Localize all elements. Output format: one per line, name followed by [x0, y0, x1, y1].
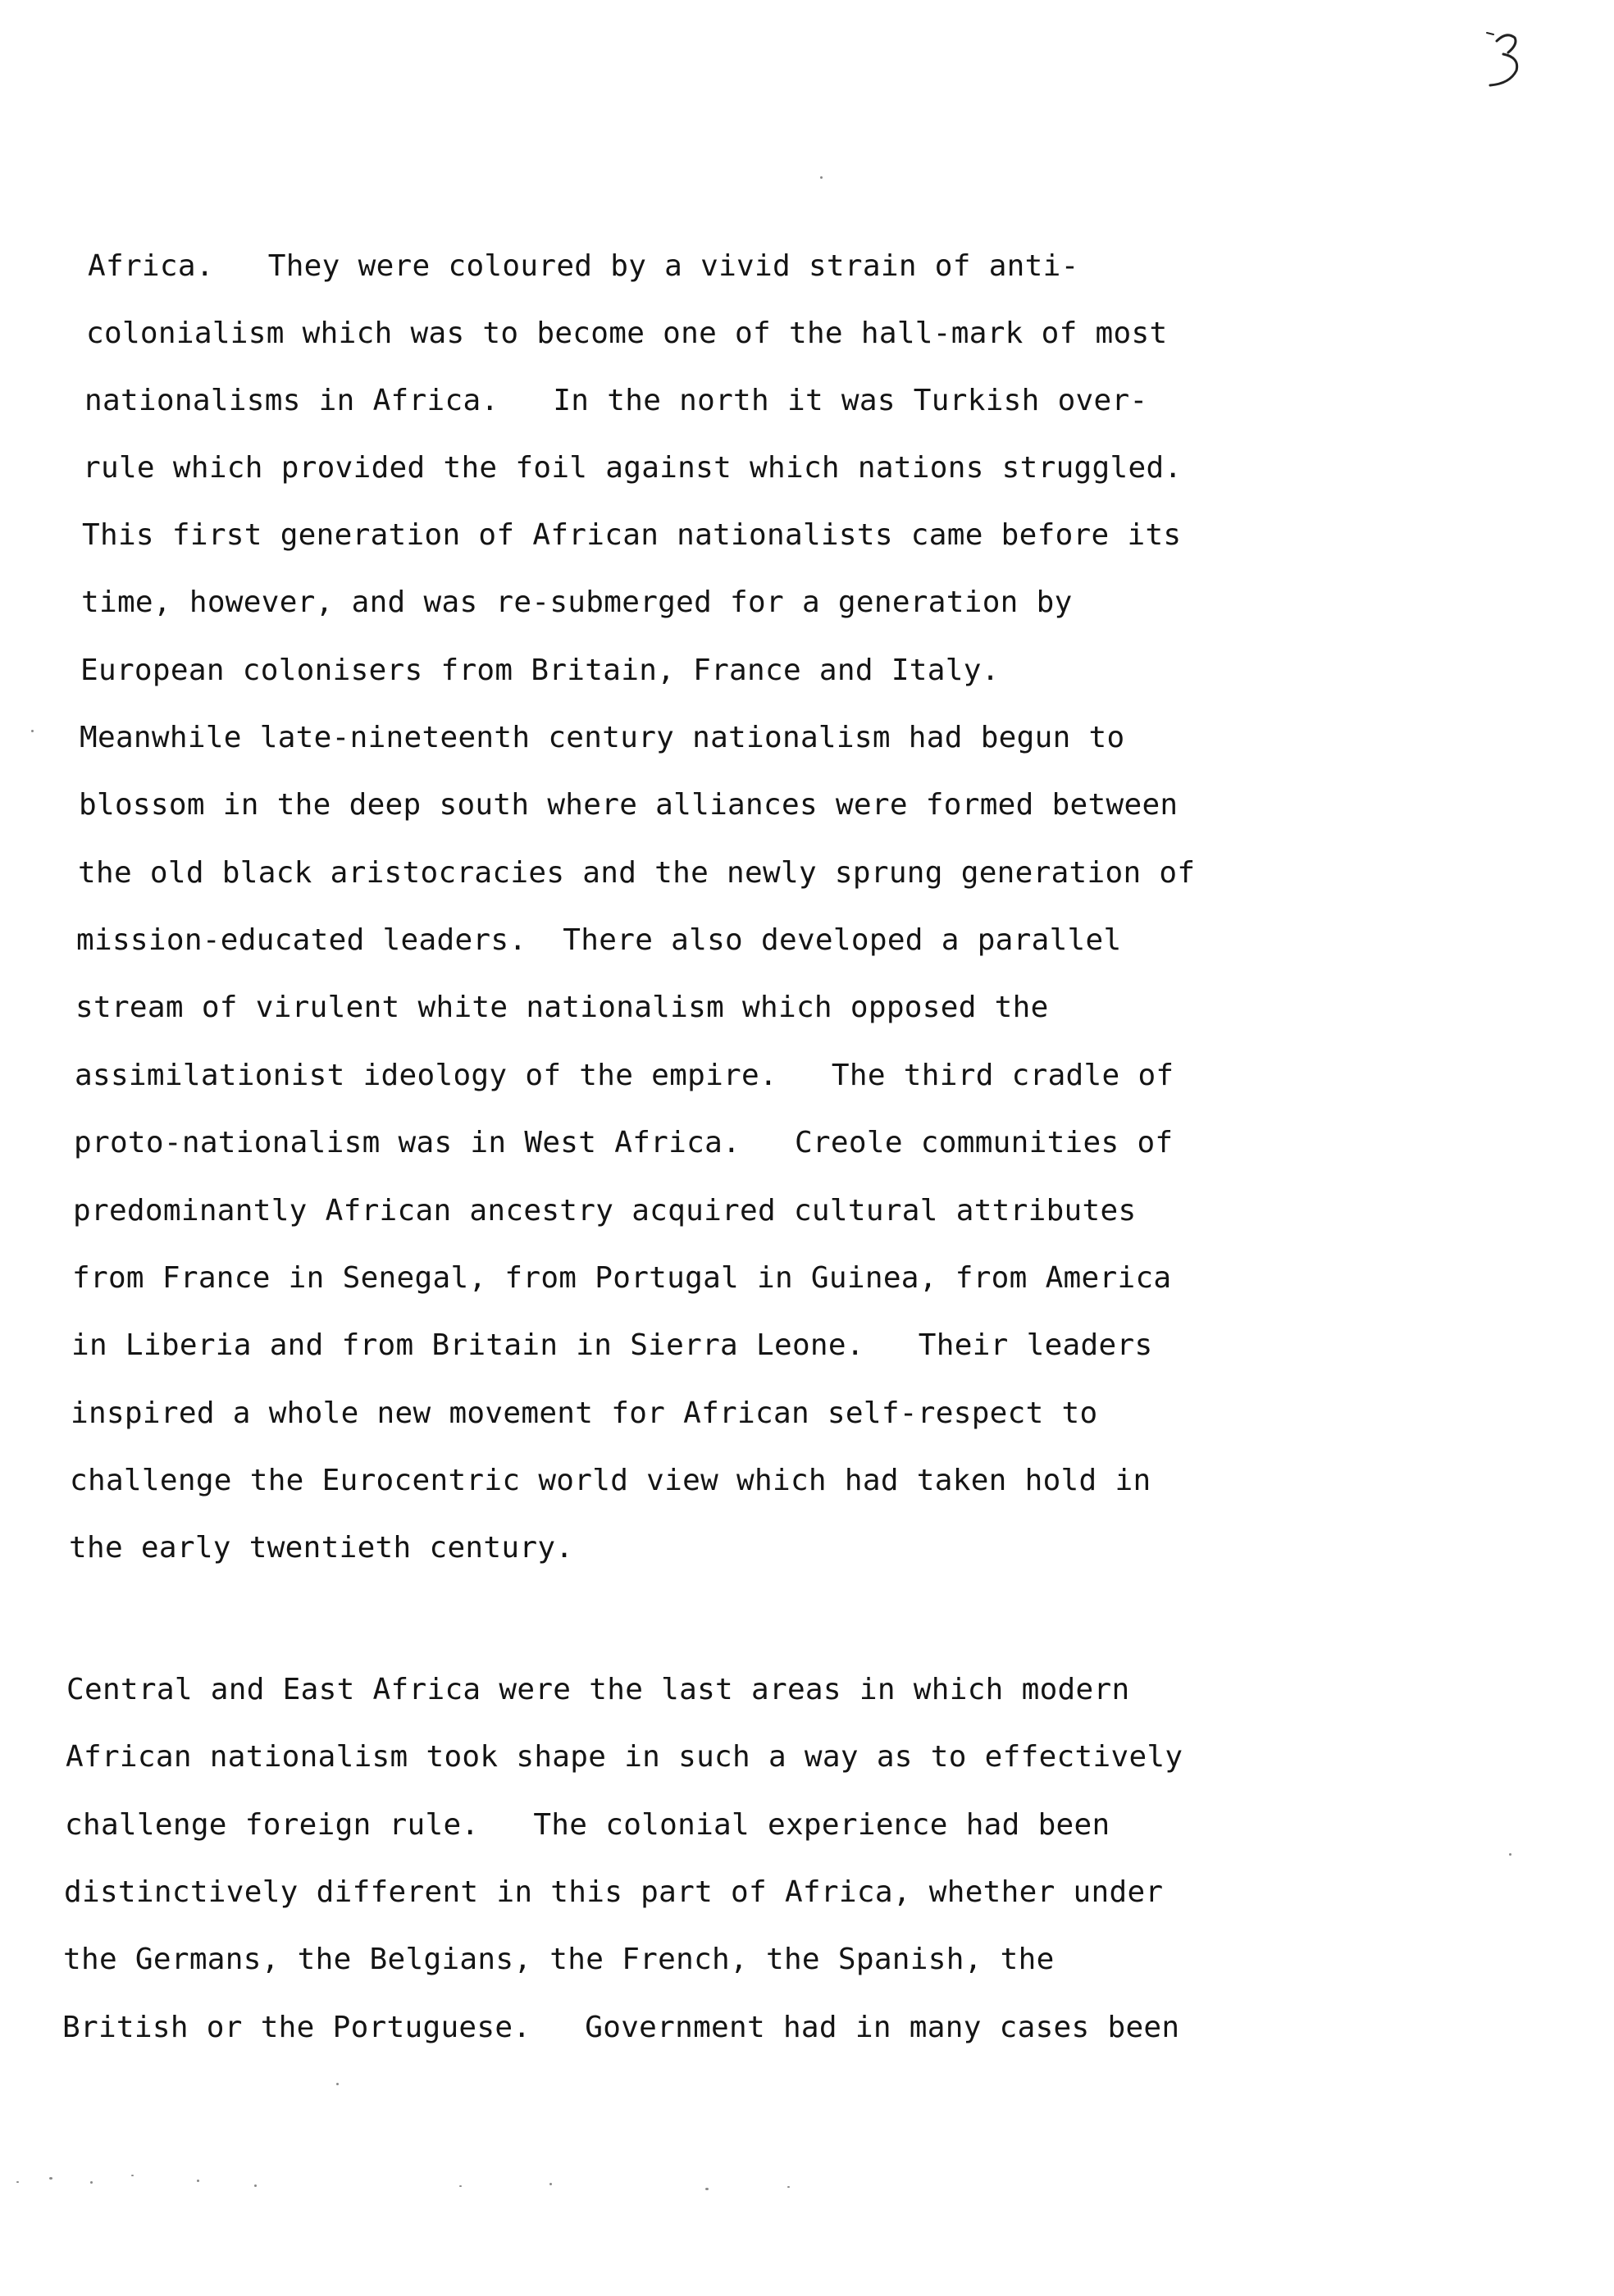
text-line: African nationalism took shape in such a way as to effectively	[66, 1740, 1183, 1774]
scan-speck	[31, 730, 34, 732]
text-line: nationalisms in Africa. In the north it was Turkish over-	[84, 384, 1148, 417]
text-line: Central and East Africa were the last areas in which modern	[66, 1673, 1130, 1706]
text-line: predominantly African ancestry acquired cultural attributes	[73, 1194, 1137, 1228]
text-line: blossom in the deep south where alliances were formed between	[79, 788, 1179, 822]
scan-speck	[1509, 1853, 1511, 1856]
scan-speck	[549, 2183, 552, 2185]
text-line: inspired a whole new movement for African self-respect to	[71, 1396, 1098, 1430]
text-line: stream of virulent white nationalism which opposed the	[75, 991, 1049, 1024]
text-line: Africa. They were coloured by a vivid strain of anti-	[88, 249, 1079, 283]
scan-speck	[336, 2083, 339, 2085]
text-line: British or the Portuguese. Government had in many cases been	[62, 2011, 1180, 2044]
text-line: in Liberia and from Britain in Sierra Leone. Their leaders	[71, 1328, 1153, 1362]
text-line: assimilationist ideology of the empire. The third cradle of	[75, 1059, 1174, 1092]
text-line: from France in Senegal, from Portugal in Guinea, from America	[72, 1261, 1172, 1295]
text-line: proto-nationalism was in West Africa. Creole communities of	[74, 1126, 1174, 1159]
handwritten-three-icon	[1479, 16, 1536, 98]
scan-speck	[787, 2186, 790, 2188]
scan-speck	[90, 2181, 93, 2184]
text-line: the old black aristocracies and the newly sprung generation of	[78, 856, 1196, 890]
scan-speck	[16, 2181, 19, 2183]
text-line: time, however, and was re-submerged for a generation by	[81, 585, 1073, 619]
text-line: the early twentieth century.	[69, 1531, 574, 1565]
text-line: the Germans, the Belgians, the French, the Spanish, the	[63, 1943, 1055, 1976]
text-line: challenge the Eurocentric world view which had taken hold in	[70, 1464, 1151, 1497]
text-line: colonialism which was to become one of the hall-mark of most	[86, 317, 1168, 350]
text-line: mission-educated leaders. There also developed a parallel	[76, 923, 1122, 957]
scan-speck	[197, 2180, 199, 2182]
scan-speck	[131, 2175, 134, 2176]
scan-speck	[705, 2188, 709, 2190]
text-line: European colonisers from Britain, France and Italy.	[80, 654, 1000, 687]
scan-speck	[820, 176, 823, 179]
text-line: challenge foreign rule. The colonial experience had been	[65, 1808, 1110, 1842]
text-line: rule which provided the foil against which nations struggled.	[83, 451, 1183, 485]
text-line: This first generation of African nationalists came before its	[82, 518, 1182, 552]
handwritten-page-number	[1479, 16, 1536, 98]
scan-speck	[254, 2184, 257, 2187]
scan-speck	[49, 2177, 52, 2180]
scan-speck	[459, 2185, 462, 2187]
text-line: Meanwhile late-nineteenth century nationalism had begun to	[80, 721, 1125, 754]
text-line: distinctively different in this part of Africa, whether under	[64, 1875, 1164, 1909]
